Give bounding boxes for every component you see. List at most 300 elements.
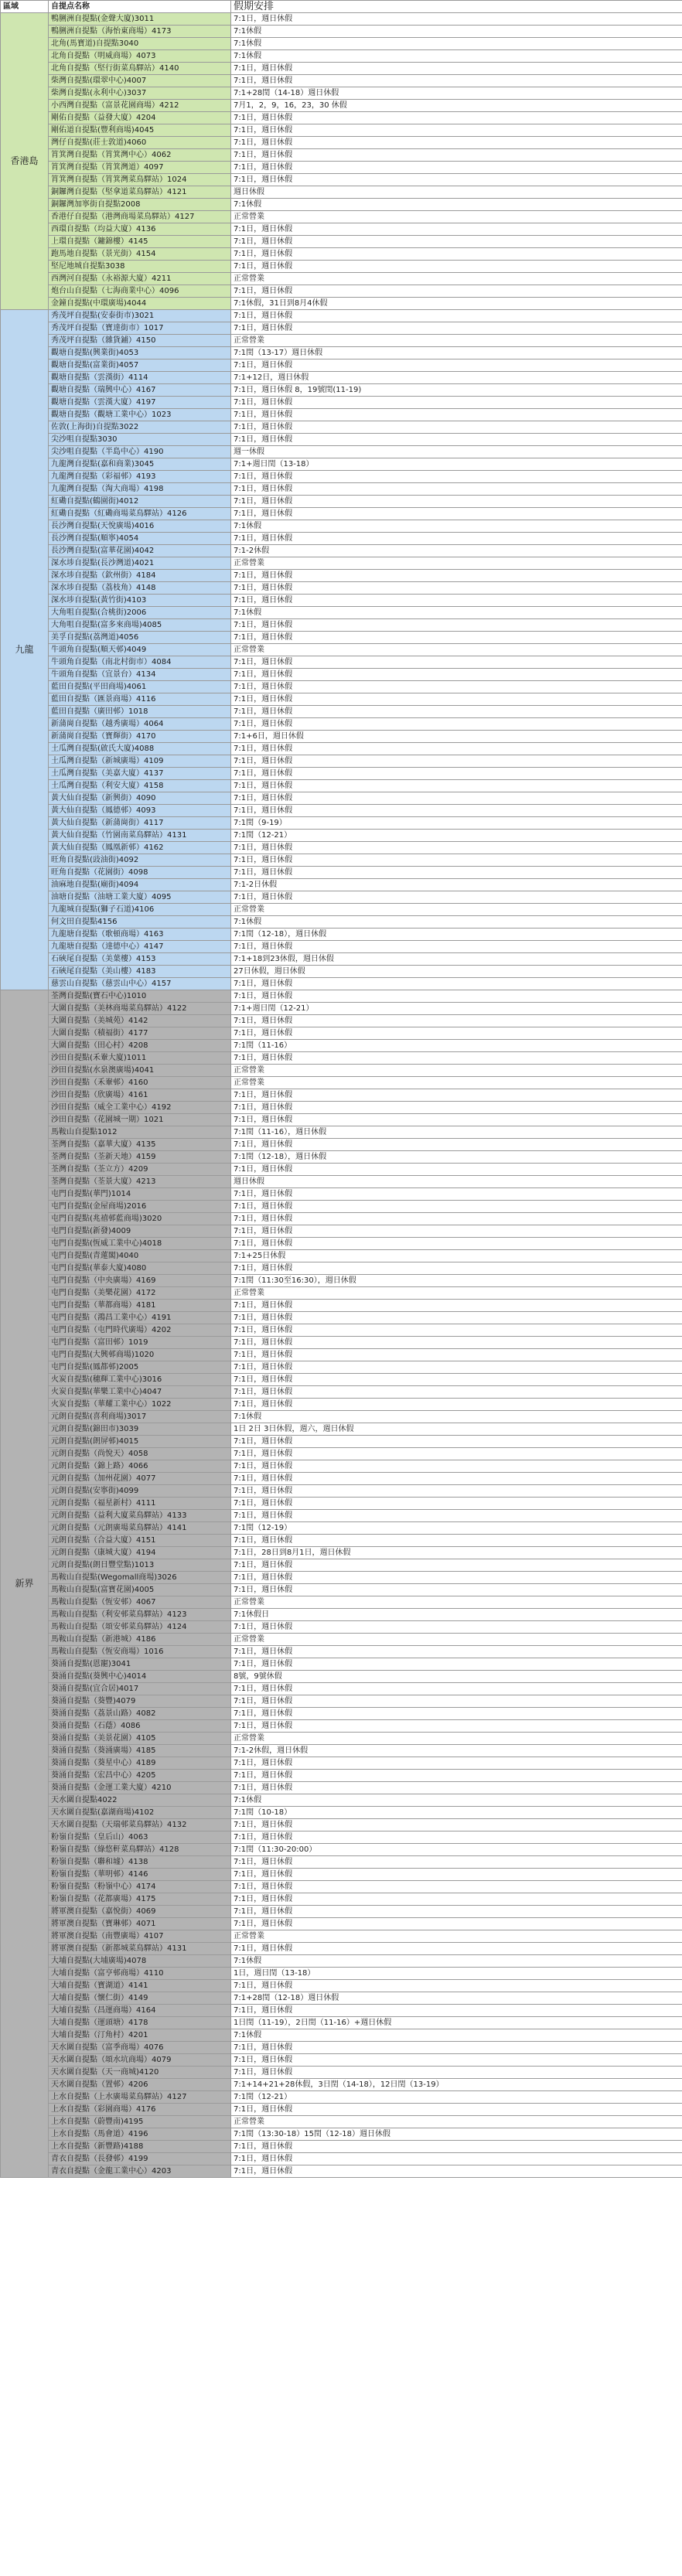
- location-cell[interactable]: 屯門自提點(大興邨商場)1020: [49, 1349, 231, 1361]
- table-row[interactable]: [1, 595, 682, 607]
- table-row[interactable]: [1, 1535, 682, 1547]
- location-cell[interactable]: 元朗自提點(朗日豐堂點)1013: [49, 1559, 231, 1572]
- plan-cell[interactable]: 7:1閏（13-17）週日休假: [231, 347, 682, 359]
- plan-cell[interactable]: 正常營業: [231, 1077, 682, 1089]
- location-cell[interactable]: 旺角自提點(豉油街)4092: [49, 854, 231, 867]
- table-row[interactable]: [1, 1151, 682, 1164]
- table-row[interactable]: [1, 656, 682, 669]
- location-cell[interactable]: 大埔自提點（汀角村）4201: [49, 2029, 231, 2042]
- location-cell[interactable]: 屯門自提點(恆威工業中心)4018: [49, 1238, 231, 1250]
- table-row[interactable]: [1, 1955, 682, 1968]
- plan-cell[interactable]: 7:1閏（12-19）: [231, 1522, 682, 1535]
- plan-cell[interactable]: 7:1日，週日休假: [231, 1695, 682, 1708]
- table-row[interactable]: [1, 248, 682, 261]
- table-row[interactable]: [1, 1881, 682, 1893]
- table-row[interactable]: [1, 879, 682, 891]
- table-row[interactable]: [1, 322, 682, 335]
- table-row[interactable]: [1, 1040, 682, 1052]
- location-cell[interactable]: 元朗自提點(錦田市)3039: [49, 1423, 231, 1436]
- location-cell[interactable]: 葵涌自提點（金運工業大廈）4210: [49, 1782, 231, 1794]
- location-cell[interactable]: 土瓜灣自提點（新城廣場）4109: [49, 755, 231, 768]
- plan-cell[interactable]: 正常營業: [231, 1733, 682, 1745]
- table-row[interactable]: [1, 1745, 682, 1757]
- table-row[interactable]: [1, 1374, 682, 1386]
- table-row[interactable]: [1, 582, 682, 595]
- table-row[interactable]: [1, 174, 682, 186]
- location-cell[interactable]: 大角咀自提點(富多來商場)4085: [49, 619, 231, 632]
- location-cell[interactable]: 屯門自提點(金屋商場)2016: [49, 1201, 231, 1213]
- location-cell[interactable]: 元朗自提點(朗屏邨)4015: [49, 1436, 231, 1448]
- location-cell[interactable]: 美孚自提點(荔灣道)4056: [49, 632, 231, 644]
- plan-cell[interactable]: 7:1閏（11:30至16:30），週日休假: [231, 1275, 682, 1287]
- location-cell[interactable]: 尖沙咀自提點（半島中心）4190: [49, 446, 231, 458]
- plan-cell[interactable]: 7:1日，週日休假: [231, 1262, 682, 1275]
- plan-cell[interactable]: 正常營業: [231, 904, 682, 916]
- table-row[interactable]: [1, 1844, 682, 1856]
- location-cell[interactable]: 馬鞍山自提點(富寶花園)4005: [49, 1584, 231, 1596]
- location-cell[interactable]: 秀茂坪自提點(安泰街市)3021: [49, 310, 231, 322]
- location-cell[interactable]: 上水自提點（新豐路)4188: [49, 2141, 231, 2153]
- plan-cell[interactable]: 7:1日，週日休假: [231, 755, 682, 768]
- plan-cell[interactable]: 7:1日，週日休假: [231, 1856, 682, 1869]
- table-row[interactable]: [1, 285, 682, 298]
- plan-cell[interactable]: 7:1日，週日休假: [231, 137, 682, 149]
- table-row[interactable]: [1, 1943, 682, 1955]
- plan-cell[interactable]: 正常營業: [231, 1634, 682, 1646]
- table-row[interactable]: [1, 743, 682, 755]
- location-cell[interactable]: 馬鞍山自提點（恆安邨）4067: [49, 1596, 231, 1609]
- plan-cell[interactable]: 7:1日，週日休假: [231, 1782, 682, 1794]
- plan-cell[interactable]: 7:1日，週日休假: [231, 1559, 682, 1572]
- location-cell[interactable]: 屯門自提點（鴻昌工業中心）4191: [49, 1312, 231, 1324]
- table-row[interactable]: [1, 483, 682, 496]
- plan-cell[interactable]: 7:1日，週日休假: [231, 2067, 682, 2079]
- location-cell[interactable]: 油麻地自提點(廟街)4094: [49, 879, 231, 891]
- table-row[interactable]: [1, 681, 682, 693]
- table-row[interactable]: [1, 2153, 682, 2165]
- location-cell[interactable]: 屯門自提點(華門)1014: [49, 1188, 231, 1201]
- plan-cell[interactable]: 7:1閏（13:30-18）15閏（12-18）週日休假: [231, 2128, 682, 2141]
- plan-header[interactable]: 假期安排: [231, 1, 682, 13]
- table-row[interactable]: [1, 186, 682, 199]
- location-cell[interactable]: 粉嶺自提點（花都廣場）4175: [49, 1893, 231, 1906]
- location-cell[interactable]: 屯門自提點（富田邨）1019: [49, 1337, 231, 1349]
- table-row[interactable]: [1, 236, 682, 248]
- location-cell[interactable]: 新蒲崗自提點（越秀廣場）4064: [49, 718, 231, 731]
- table-row[interactable]: [1, 768, 682, 780]
- location-cell[interactable]: 馬鞍山自提點(Wegomall商場)3026: [49, 1572, 231, 1584]
- location-cell[interactable]: 深水埗自提點（荔枝角）4148: [49, 582, 231, 595]
- plan-cell[interactable]: 1日 2日 3日休假，週六，週日休假: [231, 1423, 682, 1436]
- plan-cell[interactable]: 7:1日，週日休假: [231, 1386, 682, 1399]
- location-cell[interactable]: 石硤尾自提點（美葉樓）4153: [49, 953, 231, 966]
- plan-cell[interactable]: 7:1日，週日休假: [231, 1658, 682, 1671]
- location-cell[interactable]: 大圍自提點（田心村）4208: [49, 1040, 231, 1052]
- location-cell[interactable]: 葵涌自提點（葵涌廣場）4185: [49, 1745, 231, 1757]
- table-row[interactable]: [1, 1671, 682, 1683]
- plan-cell[interactable]: 7:1日，週日休假: [231, 1708, 682, 1720]
- location-cell[interactable]: 元朗自提點（加州花園）4077: [49, 1473, 231, 1485]
- location-cell[interactable]: 西環自提點（均益大廈）4136: [49, 223, 231, 236]
- plan-cell[interactable]: 7:1休假: [231, 26, 682, 38]
- plan-cell[interactable]: 正常營業: [231, 1596, 682, 1609]
- location-cell[interactable]: 銅鑼灣加寧街自提點2008: [49, 199, 231, 211]
- plan-cell[interactable]: 7:1-2日休假: [231, 879, 682, 891]
- location-cell[interactable]: 土瓜灣自提點（利安大廈）4158: [49, 780, 231, 792]
- plan-cell[interactable]: 7:1日，週日休假: [231, 508, 682, 520]
- location-cell[interactable]: 大埔自提點(大埔廣場)4078: [49, 1955, 231, 1968]
- plan-cell[interactable]: 7:1日，週日休假: [231, 174, 682, 186]
- location-cell[interactable]: 屯門自提點（美樂花園）4172: [49, 1287, 231, 1300]
- location-cell[interactable]: 沙田自提點(水泉澳廣場)4041: [49, 1065, 231, 1077]
- location-cell[interactable]: 葵涌自提點(葵興中心)4014: [49, 1671, 231, 1683]
- plan-cell[interactable]: 7:1日，週日休假: [231, 1238, 682, 1250]
- plan-cell[interactable]: 正常營業: [231, 1065, 682, 1077]
- table-row[interactable]: [1, 1262, 682, 1275]
- plan-cell[interactable]: 7:1日，週日休假: [231, 632, 682, 644]
- location-cell[interactable]: 黃大仙自提點（新興街）4090: [49, 792, 231, 805]
- plan-cell[interactable]: 7:1日，週日休假: [231, 1052, 682, 1065]
- table-row[interactable]: [1, 2079, 682, 2091]
- location-cell[interactable]: 筲箕灣自提點（筲箕灣菜鳥驛站）1024: [49, 174, 231, 186]
- plan-cell[interactable]: 正常營業: [231, 1287, 682, 1300]
- plan-cell[interactable]: 7:1閏（9-19）: [231, 817, 682, 830]
- plan-cell[interactable]: 週日休假: [231, 186, 682, 199]
- location-cell[interactable]: 元朗自提點（元朗廣場菜鳥驛站）4141: [49, 1522, 231, 1535]
- location-cell[interactable]: 青衣自提點（長發邨）4199: [49, 2153, 231, 2165]
- plan-cell[interactable]: 7:1+28閏（12-18）週日休假: [231, 1992, 682, 2005]
- table-row[interactable]: [1, 1250, 682, 1262]
- table-row[interactable]: [1, 1708, 682, 1720]
- table-row[interactable]: [1, 545, 682, 557]
- plan-cell[interactable]: 正常營業: [231, 557, 682, 570]
- location-cell[interactable]: 荃灣自提點(寶石中心)1010: [49, 990, 231, 1003]
- location-cell[interactable]: 屯門自提點(青蓮閣)4040: [49, 1250, 231, 1262]
- location-cell[interactable]: 九龍灣自提點(嘉和商業)3045: [49, 458, 231, 471]
- table-row[interactable]: [1, 632, 682, 644]
- plan-cell[interactable]: 7:1日，週日休假: [231, 397, 682, 409]
- plan-cell[interactable]: 7:1日，週日休假: [231, 854, 682, 867]
- table-row[interactable]: [1, 817, 682, 830]
- location-cell[interactable]: 跑馬地自提點（景光街）4154: [49, 248, 231, 261]
- plan-cell[interactable]: 7:1日，週日休假: [231, 2165, 682, 2178]
- plan-cell[interactable]: 7:1日，週日休假: [231, 1498, 682, 1510]
- location-cell[interactable]: 北角自提點（明威商場）4073: [49, 50, 231, 63]
- location-cell[interactable]: 元朗自提點（尚悅天）4058: [49, 1448, 231, 1460]
- plan-cell[interactable]: 7:1日，週日休假: [231, 421, 682, 434]
- table-row[interactable]: [1, 2141, 682, 2153]
- table-row[interactable]: [1, 1399, 682, 1411]
- location-cell[interactable]: 觀塘自提點（雲漢大廈）4197: [49, 397, 231, 409]
- location-cell[interactable]: 柴灣自提點(環翠中心)4007: [49, 75, 231, 87]
- location-cell[interactable]: 天水圍自提點（天瑞邨菜鳥驛站）4132: [49, 1819, 231, 1831]
- plan-cell[interactable]: 7:1日，週日休假: [231, 310, 682, 322]
- location-cell[interactable]: 黃大仙自提點（鳳德邨）4093: [49, 805, 231, 817]
- location-cell[interactable]: 將軍澳自提點（嘉悅街）4069: [49, 1906, 231, 1918]
- plan-cell[interactable]: 7:1日，週日休假: [231, 1757, 682, 1770]
- location-cell[interactable]: 北角(馬寶道)自提點3040: [49, 38, 231, 50]
- location-cell[interactable]: 柴灣自提點(永利中心)3037: [49, 87, 231, 100]
- plan-cell[interactable]: 7:1日，週日休假: [231, 805, 682, 817]
- table-row[interactable]: [1, 990, 682, 1003]
- location-cell[interactable]: 九龍灣自提點（淘大商場）4198: [49, 483, 231, 496]
- plan-cell[interactable]: 7:1日，週日休假: [231, 1188, 682, 1201]
- plan-cell[interactable]: 7:1日，週日休假: [231, 1300, 682, 1312]
- location-cell[interactable]: 屯門自提點(華泰大廈)4080: [49, 1262, 231, 1275]
- table-row[interactable]: [1, 26, 682, 38]
- plan-cell[interactable]: 8號，9號休假: [231, 1671, 682, 1683]
- table-row[interactable]: [1, 619, 682, 632]
- location-cell[interactable]: 何文田自提點4156: [49, 916, 231, 929]
- location-cell[interactable]: 將軍澳自提點（寶琳邨）4071: [49, 1918, 231, 1930]
- plan-cell[interactable]: 7:1閏（12-21）: [231, 830, 682, 842]
- plan-cell[interactable]: 正常營業: [231, 273, 682, 285]
- plan-cell[interactable]: 7:1日，週日休假: [231, 867, 682, 879]
- plan-cell[interactable]: 7:1日，週日休假: [231, 124, 682, 137]
- plan-cell[interactable]: 7:1+週日閏（12-21）: [231, 1003, 682, 1015]
- table-row[interactable]: [1, 223, 682, 236]
- table-row[interactable]: [1, 557, 682, 570]
- plan-cell[interactable]: 7:1+28閏（14-18）週日休假: [231, 87, 682, 100]
- table-row[interactable]: [1, 1176, 682, 1188]
- plan-cell[interactable]: 7:1休假: [231, 916, 682, 929]
- location-cell[interactable]: 屯門自提點(新發)4009: [49, 1225, 231, 1238]
- table-row[interactable]: [1, 1015, 682, 1027]
- plan-cell[interactable]: 7:1日，週日休假: [231, 1980, 682, 1992]
- table-row[interactable]: [1, 916, 682, 929]
- table-row[interactable]: [1, 1201, 682, 1213]
- plan-cell[interactable]: 1日閏（11-19），2日閏（11-16）+週日休假: [231, 2017, 682, 2029]
- plan-cell[interactable]: 7:1日，週日休假: [231, 1943, 682, 1955]
- table-row[interactable]: [1, 1770, 682, 1782]
- plan-cell[interactable]: 7:1日，週日休假: [231, 706, 682, 718]
- plan-cell[interactable]: 7:1日，週日休假: [231, 1312, 682, 1324]
- location-header[interactable]: 自提点名称: [49, 1, 231, 13]
- table-row[interactable]: [1, 100, 682, 112]
- plan-cell[interactable]: 7:1日，週日休假: [231, 322, 682, 335]
- location-cell[interactable]: 石硤尾自提點（美山樓）4183: [49, 966, 231, 978]
- location-cell[interactable]: 粉嶺自提點（綠悠軒菜鳥驛站）4128: [49, 1844, 231, 1856]
- table-row[interactable]: [1, 87, 682, 100]
- table-row[interactable]: [1, 1906, 682, 1918]
- table-row[interactable]: [1, 644, 682, 656]
- plan-cell[interactable]: 7:1日，週日休假 8，19號閏(11-19): [231, 384, 682, 397]
- location-cell[interactable]: 元朗自提點（康城大廈）4194: [49, 1547, 231, 1559]
- location-cell[interactable]: 堅尼地城自提點3038: [49, 261, 231, 273]
- plan-cell[interactable]: 7:1日，週日休假: [231, 112, 682, 124]
- location-cell[interactable]: 佐敦(上海街)自提點3022: [49, 421, 231, 434]
- table-row[interactable]: [1, 1003, 682, 1015]
- plan-cell[interactable]: 7:1日，週日休假: [231, 1324, 682, 1337]
- location-cell[interactable]: 火炭自提點（華耀工業中心）1022: [49, 1399, 231, 1411]
- plan-cell[interactable]: 7:1閏（11-16）: [231, 1040, 682, 1052]
- plan-cell[interactable]: 7:1日，週日休假: [231, 1869, 682, 1881]
- plan-cell[interactable]: 7:1休假: [231, 50, 682, 63]
- table-row[interactable]: [1, 731, 682, 743]
- plan-cell[interactable]: 正常營業: [231, 335, 682, 347]
- location-cell[interactable]: 九龍塘自提點（歌頓商場）4163: [49, 929, 231, 941]
- plan-cell[interactable]: 7:1日，週日休假: [231, 483, 682, 496]
- location-cell[interactable]: 沙田自提點（花園城一期）1021: [49, 1114, 231, 1126]
- plan-cell[interactable]: 7:1日，週日休假: [231, 13, 682, 26]
- table-row[interactable]: [1, 1225, 682, 1238]
- table-row[interactable]: [1, 1980, 682, 1992]
- plan-cell[interactable]: 7:1閏（11:30-20:00）: [231, 1844, 682, 1856]
- table-row[interactable]: [1, 780, 682, 792]
- location-cell[interactable]: 上水自提點（上水廣場菜鳥驛站）4127: [49, 2091, 231, 2104]
- location-cell[interactable]: 葵涌自提點(宜合居)4017: [49, 1683, 231, 1695]
- location-cell[interactable]: 黃大仙自提點（鳳凰新邨）4162: [49, 842, 231, 854]
- location-cell[interactable]: 馬鞍山自提點（頌安邨菜鳥驛站）4124: [49, 1621, 231, 1634]
- table-row[interactable]: [1, 1634, 682, 1646]
- table-row[interactable]: [1, 693, 682, 706]
- table-row[interactable]: [1, 75, 682, 87]
- plan-cell[interactable]: 7:1日，週日休假: [231, 75, 682, 87]
- plan-cell[interactable]: 7:1閏（12-18），週日休假: [231, 929, 682, 941]
- plan-cell[interactable]: 7:1日，週日休假: [231, 1448, 682, 1460]
- location-cell[interactable]: 天水圍自提點(嘉湖商場)4102: [49, 1807, 231, 1819]
- plan-cell[interactable]: 7:1-2休假，週日休假: [231, 1745, 682, 1757]
- table-row[interactable]: [1, 1930, 682, 1943]
- table-row[interactable]: [1, 446, 682, 458]
- plan-cell[interactable]: 7:1日，週日休假: [231, 2104, 682, 2116]
- location-cell[interactable]: 將軍澳自提點（南豐廣場）4107: [49, 1930, 231, 1943]
- location-cell[interactable]: 火炭自提點(華樂工業中心)4047: [49, 1386, 231, 1399]
- location-cell[interactable]: 大埔自提點（富亨邨商場）4110: [49, 1968, 231, 1980]
- location-cell[interactable]: 大埔自提點（運頭塘）4178: [49, 2017, 231, 2029]
- plan-cell[interactable]: 7:1日，週日休假: [231, 149, 682, 162]
- location-cell[interactable]: 紅磡自提點(鶴園街)4012: [49, 496, 231, 508]
- table-row[interactable]: [1, 891, 682, 904]
- table-row[interactable]: [1, 1065, 682, 1077]
- plan-cell[interactable]: 7:1日，週日休假: [231, 409, 682, 421]
- location-cell[interactable]: 剛佑道自提點(豐利商場)4045: [49, 124, 231, 137]
- location-cell[interactable]: 西灣河自提點（永裕源大廈）4211: [49, 273, 231, 285]
- plan-cell[interactable]: 7:1日，週日休假: [231, 1436, 682, 1448]
- location-cell[interactable]: 深水埗自提點(長沙灣道)4021: [49, 557, 231, 570]
- table-row[interactable]: [1, 2029, 682, 2042]
- location-cell[interactable]: 九龍城自提點(獅子石道)4106: [49, 904, 231, 916]
- location-cell[interactable]: 深水埗自提點(黃竹街)4103: [49, 595, 231, 607]
- plan-cell[interactable]: 7:1日，週日休假: [231, 842, 682, 854]
- plan-cell[interactable]: 7:1休假: [231, 2029, 682, 2042]
- location-cell[interactable]: 藍田自提點(平田商場)4061: [49, 681, 231, 693]
- location-cell[interactable]: 土瓜灣自提點(啟氏大廈)4088: [49, 743, 231, 755]
- table-row[interactable]: [1, 978, 682, 990]
- location-cell[interactable]: 筲箕灣自提點（筲箕灣道）4097: [49, 162, 231, 174]
- table-row[interactable]: [1, 13, 682, 26]
- plan-cell[interactable]: 7:1休假: [231, 38, 682, 50]
- plan-cell[interactable]: 7:1日，週日休假: [231, 990, 682, 1003]
- table-row[interactable]: [1, 1757, 682, 1770]
- plan-cell[interactable]: 7:1日，週日休假: [231, 1399, 682, 1411]
- location-cell[interactable]: 天水圍自提點（富季商場）4076: [49, 2042, 231, 2054]
- plan-cell[interactable]: 7:1日，週日休假: [231, 1015, 682, 1027]
- plan-cell[interactable]: 7:1日，週日休假: [231, 248, 682, 261]
- plan-cell[interactable]: 7:1休假: [231, 520, 682, 533]
- table-row[interactable]: [1, 953, 682, 966]
- location-cell[interactable]: 沙田自提點（威全工業中心）4192: [49, 1102, 231, 1114]
- plan-cell[interactable]: 7:1+14+21+28休假，3日閏（14-18），12日閏（13-19）: [231, 2079, 682, 2091]
- table-row[interactable]: [1, 1126, 682, 1139]
- location-cell[interactable]: 葵涌自提點（宏昌中心）4205: [49, 1770, 231, 1782]
- location-cell[interactable]: 馬鞍山自提點（利安邨菜鳥驛站）4123: [49, 1609, 231, 1621]
- location-cell[interactable]: 大圍自提點（美城苑）4142: [49, 1015, 231, 1027]
- plan-cell[interactable]: 7:1日，週日休假: [231, 1906, 682, 1918]
- location-cell[interactable]: 荃灣自提點（荃景大廈）4213: [49, 1176, 231, 1188]
- table-row[interactable]: [1, 1918, 682, 1930]
- region-cell[interactable]: 香港島: [1, 13, 49, 310]
- plan-cell[interactable]: 7:1日，週日休假: [231, 1349, 682, 1361]
- table-row[interactable]: [1, 1423, 682, 1436]
- location-cell[interactable]: 屯門自提點(鳳都邨)2005: [49, 1361, 231, 1374]
- location-cell[interactable]: 牛頭角自提點(順天邨)4049: [49, 644, 231, 656]
- table-row[interactable]: [1, 1782, 682, 1794]
- plan-cell[interactable]: 1日，週日閏（13-18）: [231, 1968, 682, 1980]
- table-row[interactable]: [1, 1238, 682, 1250]
- location-cell[interactable]: 觀塘自提點（觀塘工業中心）1023: [49, 409, 231, 421]
- plan-cell[interactable]: 7:1日，週日休假: [231, 261, 682, 273]
- plan-cell[interactable]: 7:1日，週日休假: [231, 1881, 682, 1893]
- location-cell[interactable]: 荃灣自提點（荃立方）4209: [49, 1164, 231, 1176]
- table-row[interactable]: [1, 124, 682, 137]
- location-cell[interactable]: 大角咀自提點(合桃街)2006: [49, 607, 231, 619]
- plan-cell[interactable]: 正常營業: [231, 1930, 682, 1943]
- table-row[interactable]: [1, 211, 682, 223]
- location-cell[interactable]: 沙田自提點（欣廣場）4161: [49, 1089, 231, 1102]
- plan-cell[interactable]: 7:1日，週日休假: [231, 1027, 682, 1040]
- table-row[interactable]: [1, 50, 682, 63]
- table-row[interactable]: [1, 2054, 682, 2067]
- table-row[interactable]: [1, 904, 682, 916]
- plan-cell[interactable]: 7:1日，週日休假: [231, 1621, 682, 1634]
- table-row[interactable]: [1, 1361, 682, 1374]
- table-row[interactable]: [1, 1968, 682, 1980]
- plan-cell[interactable]: 7:1閏（11-16），週日休假: [231, 1126, 682, 1139]
- location-cell[interactable]: 天水圍自提點（置邨）4206: [49, 2079, 231, 2091]
- location-cell[interactable]: 葵涌自提點（石蔭）4086: [49, 1720, 231, 1733]
- table-row[interactable]: [1, 1733, 682, 1745]
- plan-cell[interactable]: 7:1日，週日休假: [231, 681, 682, 693]
- location-cell[interactable]: 沙田自提點（禾輋邨）4160: [49, 1077, 231, 1089]
- table-row[interactable]: [1, 1164, 682, 1176]
- location-cell[interactable]: 長沙灣自提點(天悅廣場)4016: [49, 520, 231, 533]
- table-row[interactable]: [1, 2091, 682, 2104]
- table-row[interactable]: [1, 1027, 682, 1040]
- plan-cell[interactable]: 7:1+25日休假: [231, 1250, 682, 1262]
- location-cell[interactable]: 新蒲崗自提點（寶輝街）4170: [49, 731, 231, 743]
- location-cell[interactable]: 尖沙咀自提點3030: [49, 434, 231, 446]
- plan-cell[interactable]: 7:1日，週日休假: [231, 1510, 682, 1522]
- plan-cell[interactable]: 7:1+18到23休假，週日休假: [231, 953, 682, 966]
- location-cell[interactable]: 銅鑼灣自提點（堅拿道菜鳥驛站）4121: [49, 186, 231, 199]
- plan-cell[interactable]: 7:1日，週日休假: [231, 1535, 682, 1547]
- table-row[interactable]: [1, 1609, 682, 1621]
- plan-cell[interactable]: 7:1日，週日休假: [231, 718, 682, 731]
- table-row[interactable]: [1, 1089, 682, 1102]
- plan-cell[interactable]: 週日休假: [231, 1176, 682, 1188]
- plan-cell[interactable]: 7:1日，週日休假: [231, 792, 682, 805]
- location-cell[interactable]: 觀塘自提點(興業街)4053: [49, 347, 231, 359]
- plan-cell[interactable]: 7:1日，週日休假: [231, 1819, 682, 1831]
- plan-cell[interactable]: 7:1日，週日休假: [231, 1485, 682, 1498]
- table-row[interactable]: [1, 458, 682, 471]
- location-cell[interactable]: 馬鞍山自提點1012: [49, 1126, 231, 1139]
- region-cell[interactable]: 九龍: [1, 310, 49, 990]
- location-cell[interactable]: 天水圍自提點（天一商城)4120: [49, 2067, 231, 2079]
- table-row[interactable]: [1, 1275, 682, 1287]
- location-cell[interactable]: 筲箕灣自提點（筲箕灣中心）4062: [49, 149, 231, 162]
